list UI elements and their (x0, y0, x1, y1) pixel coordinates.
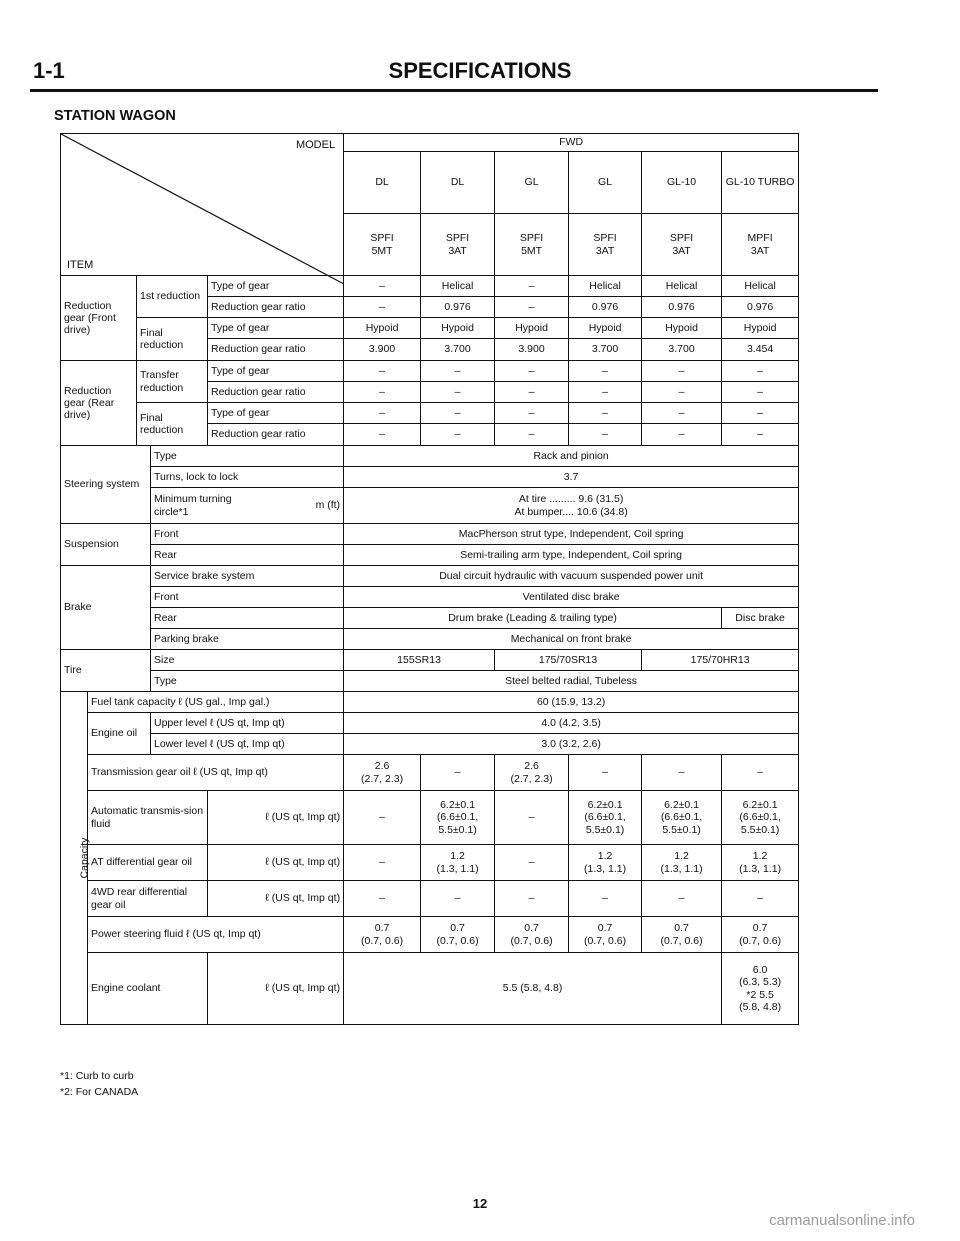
row-label: Engine coolant (88, 953, 208, 1025)
tire-size: 155SR13 (344, 650, 495, 671)
row-label: Size (151, 650, 344, 671)
cell: – (344, 403, 421, 424)
cell: – (344, 791, 421, 845)
cell: 1.2 (1.3, 1.1) (569, 845, 642, 881)
reduction-front-label: Reduction gear (Front drive) (61, 276, 137, 361)
row-label: Rear (151, 545, 344, 566)
cell: – (495, 297, 569, 318)
cell: 0.7 (0.7, 0.6) (569, 917, 642, 953)
cell: 2.6 (2.7, 2.3) (495, 755, 569, 791)
row-label: Type of gear (208, 276, 344, 297)
cell: – (344, 382, 421, 403)
reduction-rear-label: Reduction gear (Rear drive) (61, 361, 137, 446)
tire-size: 175/70SR13 (495, 650, 642, 671)
cell: Hypoid (421, 318, 495, 339)
cell: 6.2±0.1 (6.6±0.1, 5.5±0.1) (722, 791, 799, 845)
model-name: GL (569, 152, 642, 214)
cell: – (344, 361, 421, 382)
cell: – (495, 791, 569, 845)
cell: – (642, 424, 722, 446)
row-label: Parking brake (151, 629, 344, 650)
cell: 3.900 (344, 339, 421, 361)
transfer-reduction-label: Transfer reduction (137, 361, 208, 403)
coolant-turbo: 6.0 (6.3, 5.3) *2 5.5 (5.8, 4.8) (722, 953, 799, 1025)
fwd-header: FWD (344, 134, 799, 152)
cell: – (495, 403, 569, 424)
row-label: Power steering fluid ℓ (US qt, Imp qt) (88, 917, 344, 953)
cell: Helical (421, 276, 495, 297)
cell: – (495, 361, 569, 382)
cell: Helical (642, 276, 722, 297)
cell: Hypoid (642, 318, 722, 339)
cell: 3.700 (569, 339, 642, 361)
cell: Hypoid (344, 318, 421, 339)
row-label: Front (151, 587, 344, 608)
cell: – (722, 382, 799, 403)
row-label: Transmission gear oil ℓ (US qt, Imp qt) (88, 755, 344, 791)
cell: – (722, 361, 799, 382)
cell: 0.976 (642, 297, 722, 318)
cell: 6.2±0.1 (6.6±0.1, 5.5±0.1) (642, 791, 722, 845)
cell: – (569, 424, 642, 446)
cell: – (344, 845, 421, 881)
page-title: SPECIFICATIONS (388, 58, 572, 83)
parking-brake: Mechanical on front brake (344, 629, 799, 650)
oil-upper: 4.0 (4.2, 3.5) (344, 713, 799, 734)
row-label: Type of gear (208, 361, 344, 382)
row-label: Type of gear (208, 318, 344, 339)
row-label: Type (151, 671, 344, 692)
turning-circle-label: Minimum turning circle*1 m (ft) (151, 488, 344, 524)
cell: – (495, 424, 569, 446)
suspension-label: Suspension (61, 524, 151, 566)
cell: – (569, 403, 642, 424)
cell: 1.2 (1.3, 1.1) (722, 845, 799, 881)
unit-label: ℓ (US qt, Imp qt) (208, 953, 344, 1025)
cell: – (344, 276, 421, 297)
row-label: Type of gear (208, 403, 344, 424)
cell: 3.900 (495, 339, 569, 361)
cell: – (722, 424, 799, 446)
turns-value: 3.7 (344, 467, 799, 488)
cell: – (569, 361, 642, 382)
cell: – (421, 755, 495, 791)
tire-type: Steel belted radial, Tubeless (344, 671, 799, 692)
cell: – (642, 382, 722, 403)
cell: – (344, 881, 421, 917)
row-label: Type (151, 446, 344, 467)
section-subtitle: STATION WAGON (54, 108, 176, 124)
row-label: Reduction gear ratio (208, 297, 344, 318)
cell: 0.976 (722, 297, 799, 318)
footnote: *1: Curb to curb (60, 1070, 134, 1082)
brake-front: Ventilated disc brake (344, 587, 799, 608)
cell: 0.976 (569, 297, 642, 318)
cell: 0.7 (0.7, 0.6) (495, 917, 569, 953)
row-label: Reduction gear ratio (208, 339, 344, 361)
row-label: Front (151, 524, 344, 545)
watermark: carmanualsonline.info (769, 1212, 915, 1229)
capacity-label: Capacity (61, 692, 88, 1025)
model-engine: SPFI 5MT (495, 214, 569, 276)
row-label: Automatic transmis-sion fluid (88, 791, 208, 845)
cell: – (642, 881, 722, 917)
final-reduction-label: Final reduction (137, 403, 208, 446)
row-label: Reduction gear ratio (208, 382, 344, 403)
first-reduction-label: 1st reduction (137, 276, 208, 318)
service-brake: Dual circuit hydraulic with vacuum suspended power unit (344, 566, 799, 587)
tire-label: Tire (61, 650, 151, 692)
engine-oil-label: Engine oil (88, 713, 151, 755)
cell: – (495, 276, 569, 297)
unit-label: ℓ (US qt, Imp qt) (208, 881, 344, 917)
cell: 0.976 (421, 297, 495, 318)
specifications-table (60, 133, 799, 1025)
row-label: Upper level ℓ (US qt, Imp qt) (151, 713, 344, 734)
cell: – (642, 755, 722, 791)
model-engine: SPFI 5MT (344, 214, 421, 276)
model-engine: SPFI 3AT (421, 214, 495, 276)
final-reduction-label: Final reduction (137, 318, 208, 361)
cell: – (722, 881, 799, 917)
cell: 0.7 (0.7, 0.6) (421, 917, 495, 953)
model-name: GL (495, 152, 569, 214)
model-name: GL-10 (642, 152, 722, 214)
cell: 3.454 (722, 339, 799, 361)
cell: Helical (569, 276, 642, 297)
row-label: Rear (151, 608, 344, 629)
cell: – (642, 403, 722, 424)
row-label: Reduction gear ratio (208, 424, 344, 446)
cell: Hypoid (722, 318, 799, 339)
cell: 0.7 (0.7, 0.6) (642, 917, 722, 953)
section-number: 1-1 (33, 58, 65, 83)
cell: 3.700 (642, 339, 722, 361)
item-label: ITEM (67, 259, 94, 272)
cell: – (421, 424, 495, 446)
cell: Hypoid (495, 318, 569, 339)
cell: – (344, 297, 421, 318)
corner-diagonal (61, 134, 344, 284)
fuel-value: 60 (15.9, 13.2) (344, 692, 799, 713)
model-engine: SPFI 3AT (642, 214, 722, 276)
turning-circle-value: At tire ......... 9.6 (31.5) At bumper.... 10.6 (34.8) (344, 488, 799, 524)
model-name: GL-10 TURBO (722, 152, 799, 214)
susp-rear: Semi-trailing arm type, Independent, Coil spring (344, 545, 799, 566)
cell: Helical (722, 276, 799, 297)
cell: 0.7 (0.7, 0.6) (722, 917, 799, 953)
cell: – (495, 382, 569, 403)
row-label: Service brake system (151, 566, 344, 587)
brake-rear: Drum brake (Leading & trailing type) (344, 608, 722, 629)
cell: – (344, 424, 421, 446)
model-engine: MPFI 3AT (722, 214, 799, 276)
cell: – (421, 361, 495, 382)
oil-lower: 3.0 (3.2, 2.6) (344, 734, 799, 755)
page-number: 12 (472, 1196, 488, 1211)
cell: 0.7 (0.7, 0.6) (344, 917, 421, 953)
cell: – (569, 755, 642, 791)
model-name: DL (421, 152, 495, 214)
cell: Hypoid (569, 318, 642, 339)
unit-label: ℓ (US qt, Imp qt) (208, 845, 344, 881)
cell: – (421, 881, 495, 917)
model-name: DL (344, 152, 421, 214)
cell: – (569, 881, 642, 917)
footnote: *2: For CANADA (60, 1086, 139, 1098)
cell: – (495, 881, 569, 917)
cell: – (642, 361, 722, 382)
tire-size: 175/70HR13 (642, 650, 799, 671)
cell: 6.2±0.1 (6.6±0.1, 5.5±0.1) (421, 791, 495, 845)
model-label: MODEL (295, 139, 336, 151)
row-label: Lower level ℓ (US qt, Imp qt) (151, 734, 344, 755)
brake-rear-turbo: Disc brake (722, 608, 799, 629)
row-label: Turns, lock to lock (151, 467, 344, 488)
cell: – (569, 382, 642, 403)
cell: – (495, 845, 569, 881)
unit-label: ℓ (US qt, Imp qt) (208, 791, 344, 845)
cell: – (722, 755, 799, 791)
cell: – (421, 403, 495, 424)
row-label: Fuel tank capacity ℓ (US gal., Imp gal.) (88, 692, 344, 713)
cell: 6.2±0.1 (6.6±0.1, 5.5±0.1) (569, 791, 642, 845)
cell: – (421, 382, 495, 403)
model-item-corner (61, 134, 344, 276)
steering-label: Steering system (61, 446, 151, 524)
coolant-value: 5.5 (5.8, 4.8) (344, 953, 722, 1025)
row-label: AT differential gear oil (88, 845, 208, 881)
steering-type: Rack and pinion (344, 446, 799, 467)
brake-label: Brake (61, 566, 151, 650)
row-label: 4WD rear differential gear oil (88, 881, 208, 917)
model-engine: SPFI 3AT (569, 214, 642, 276)
header-rule (30, 89, 878, 92)
susp-front: MacPherson strut type, Independent, Coil spring (344, 524, 799, 545)
cell: – (722, 403, 799, 424)
cell: 1.2 (1.3, 1.1) (421, 845, 495, 881)
cell: 1.2 (1.3, 1.1) (642, 845, 722, 881)
cell: 3.700 (421, 339, 495, 361)
cell: 2.6 (2.7, 2.3) (344, 755, 421, 791)
